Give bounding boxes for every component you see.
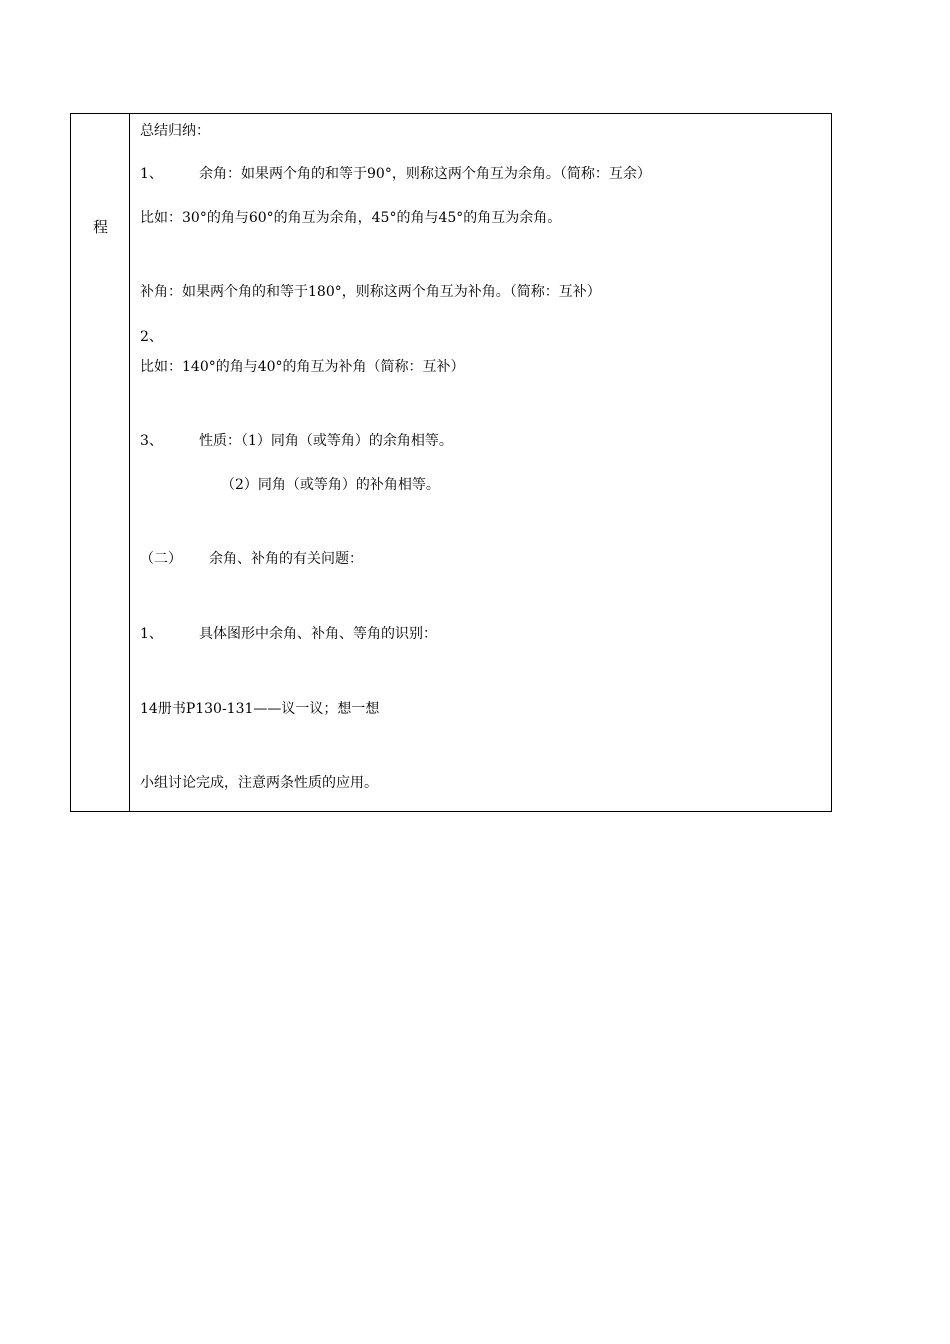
property-2: （2）同角（或等角）的补角相等。 — [221, 477, 440, 493]
process-column — [71, 114, 130, 811]
process-label: 程 — [92, 218, 108, 236]
item-1-number: 1、 — [140, 166, 163, 182]
complementary-definition: 余角：如果两个角的和等于90°，则称这两个角互为余角。（简称：互余） — [199, 166, 651, 182]
lesson-table — [70, 113, 832, 812]
section-2-number: （二） — [140, 551, 182, 567]
supplementary-example: 比如：140°的角与40°的角互为补角（简称：互补） — [140, 359, 465, 375]
item-2-number: 2、 — [140, 329, 163, 345]
complementary-example: 比如：30°的角与60°的角互为余角，45°的角与45°的角互为余角。 — [140, 210, 562, 226]
item-3-number: 3、 — [140, 433, 163, 449]
textbook-reference: 14册书P130-131——议一议；想一想 — [140, 701, 380, 717]
supplementary-definition: 补角：如果两个角的和等于180°，则称这两个角互为补角。（简称：互补） — [140, 284, 601, 300]
property-1: 性质：（1）同角（或等角）的余角相等。 — [199, 433, 453, 449]
section-2-title: 余角、补角的有关问题： — [209, 551, 363, 567]
summary-heading: 总结归纳： — [140, 123, 210, 139]
task-1-number: 1、 — [140, 626, 163, 642]
group-discussion-note: 小组讨论完成，注意两条性质的应用。 — [140, 775, 378, 791]
task-1-text: 具体图形中余角、补角、等角的识别： — [199, 626, 437, 642]
